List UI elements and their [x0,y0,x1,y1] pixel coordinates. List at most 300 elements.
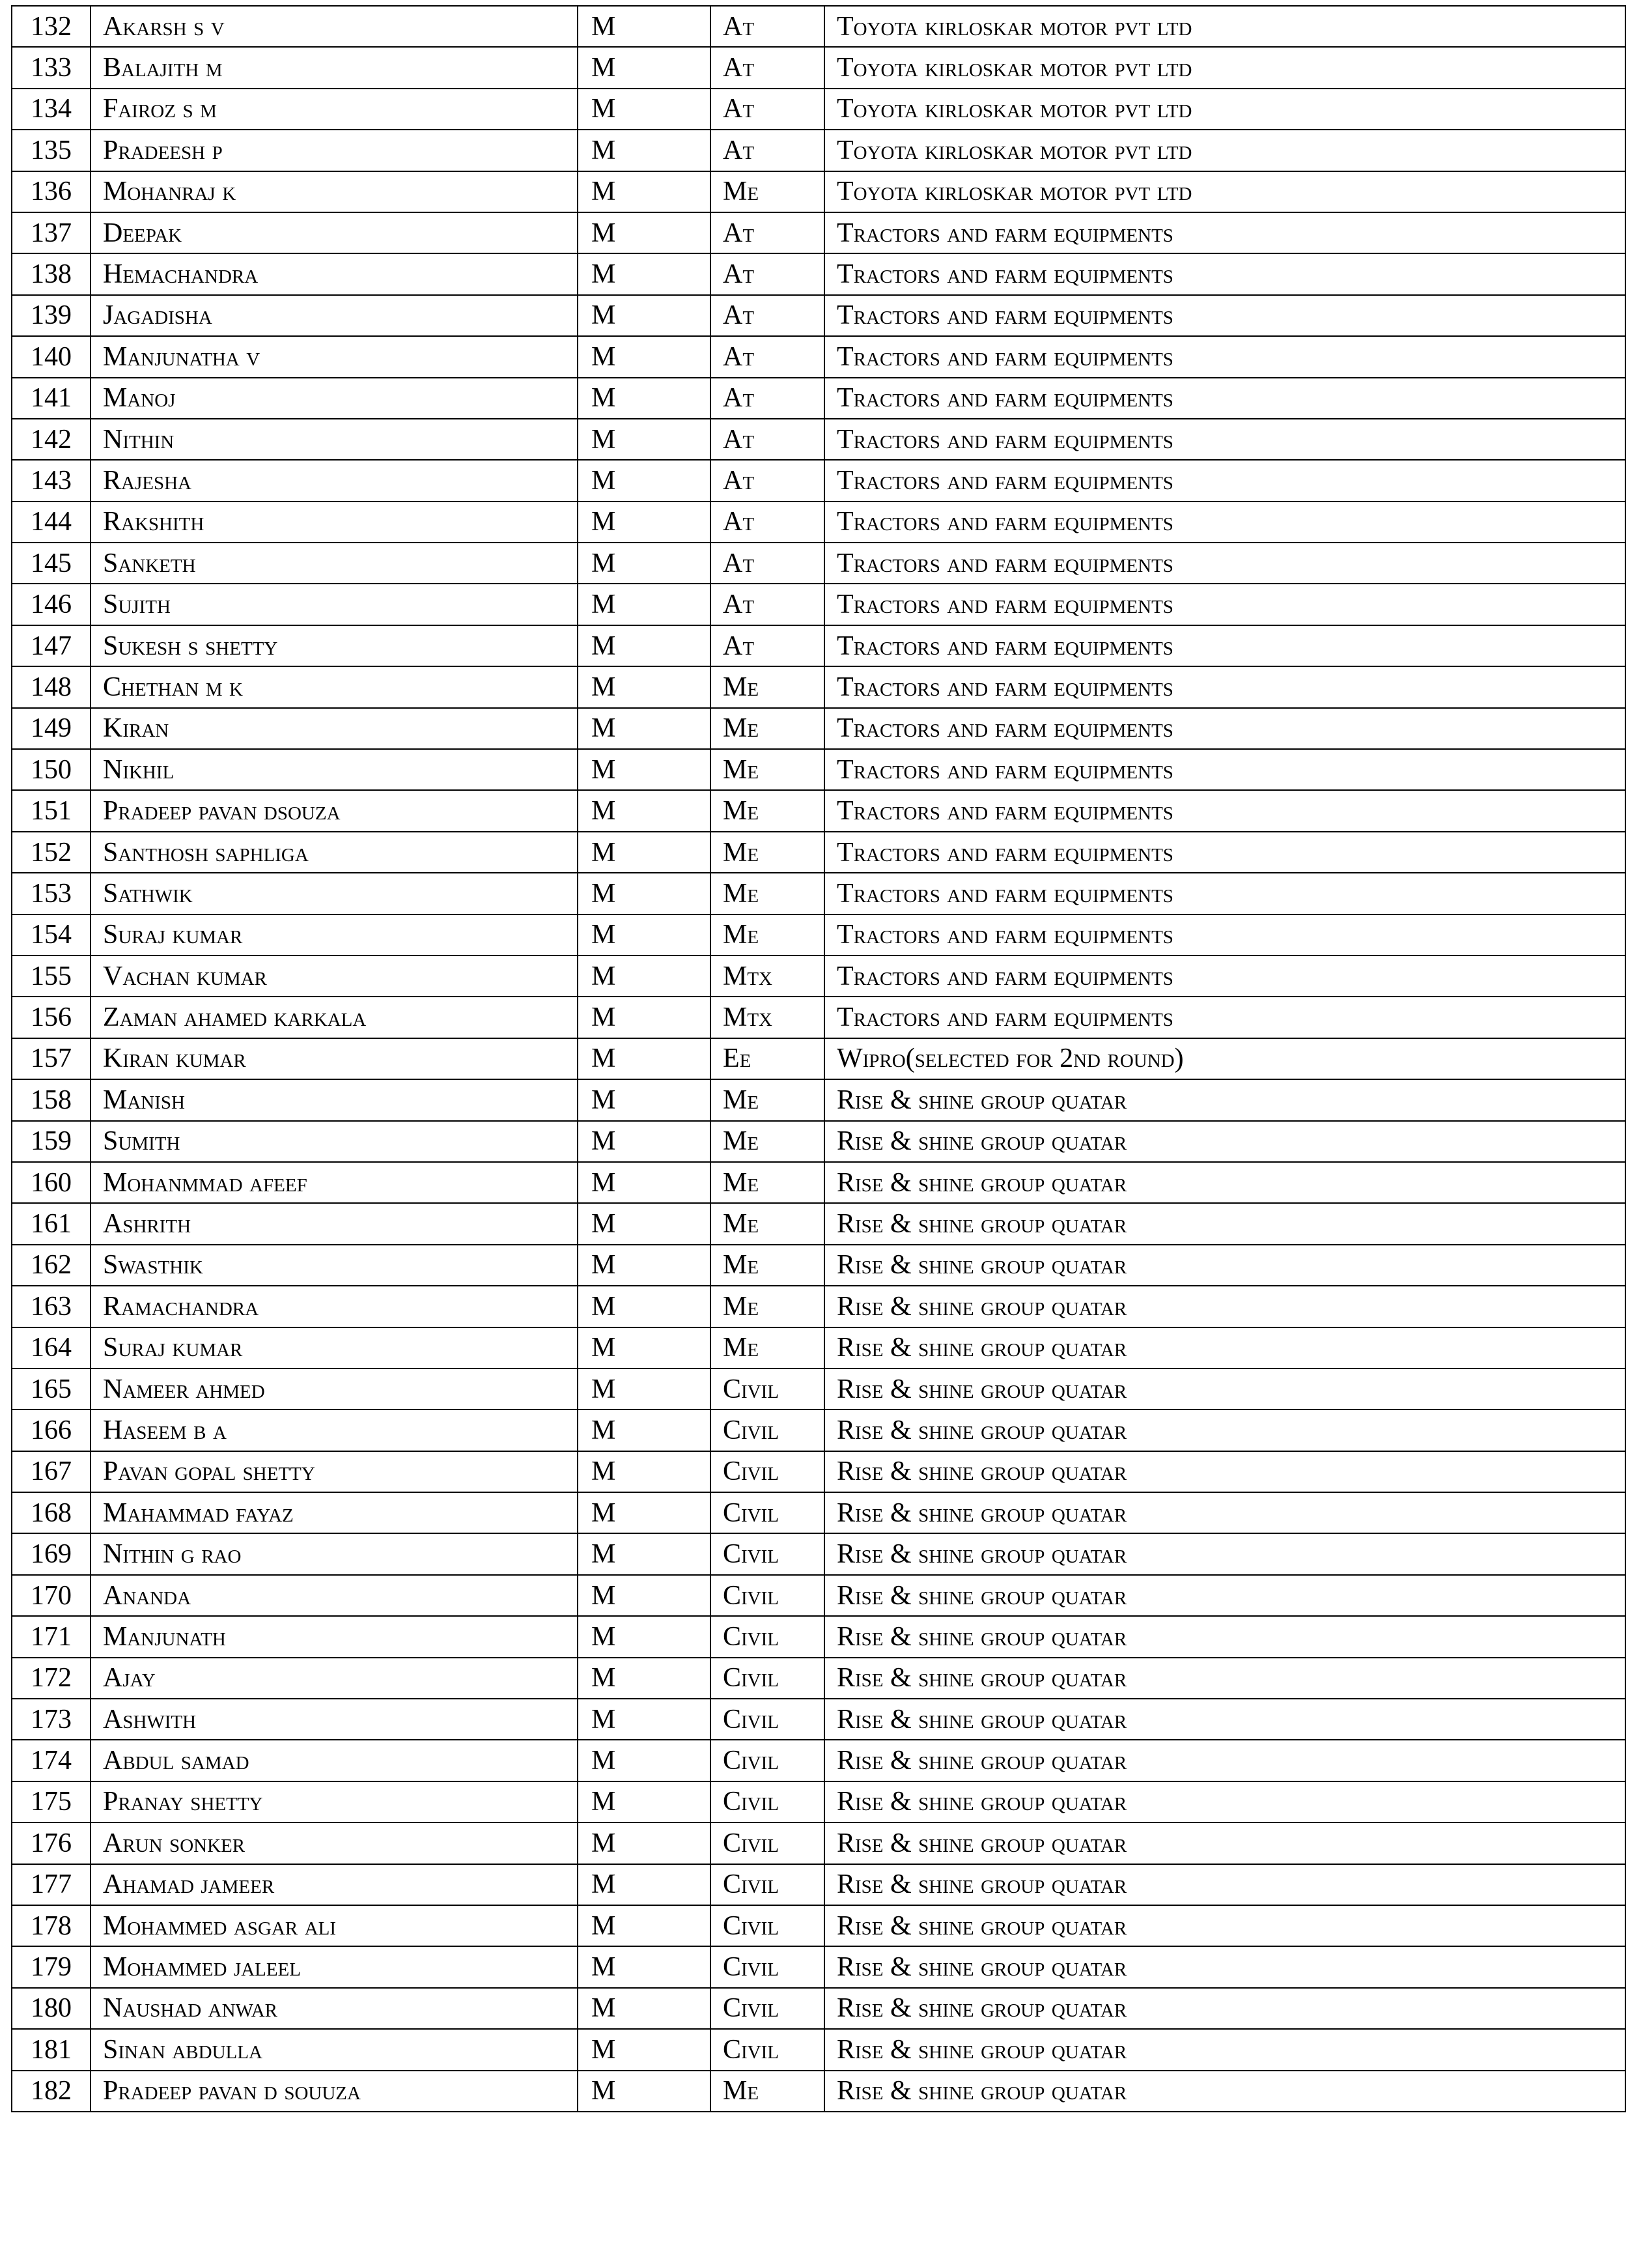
table-row [12,956,1625,997]
serial-number-cell: 159 [12,1121,91,1162]
student-name-cell: Kiran kumar [91,1038,578,1079]
gender-cell: M [578,253,710,294]
table-row [12,212,1625,253]
gender-cell: M [578,419,710,460]
student-name-cell: Manjunatha v [91,336,578,377]
branch-cell: Me [710,1286,824,1327]
serial-number-cell: 154 [12,914,91,956]
gender-cell: M [578,914,710,956]
company-cell: Tractors and farm equipments [824,295,1625,336]
serial-number-cell: 145 [12,543,91,584]
company-cell: Toyota kirloskar motor pvt ltd [824,47,1625,88]
table-row [12,171,1625,212]
branch-cell: At [710,378,824,419]
serial-number-cell: 146 [12,584,91,625]
serial-number-cell: 142 [12,419,91,460]
table-row [12,1327,1625,1368]
company-cell: Toyota kirloskar motor pvt ltd [824,6,1625,47]
gender-cell: M [578,6,710,47]
student-name-cell: Nithin [91,419,578,460]
company-cell: Rise & shine group quatar [824,1658,1625,1699]
branch-cell: At [710,543,824,584]
branch-cell: Civil [710,1988,824,2029]
student-name-cell: Vachan kumar [91,956,578,997]
gender-cell: M [578,1575,710,1616]
company-cell: Tractors and farm equipments [824,873,1625,914]
company-cell: Wipro(selected for 2nd round) [824,1038,1625,1079]
serial-number-cell: 155 [12,956,91,997]
table-row [12,1203,1625,1244]
table-row [12,1740,1625,1781]
gender-cell: M [578,1079,710,1120]
table-row [12,419,1625,460]
gender-cell: M [578,1451,710,1492]
student-name-cell: Suraj kumar [91,914,578,956]
gender-cell: M [578,956,710,997]
company-cell: Toyota kirloskar motor pvt ltd [824,171,1625,212]
branch-cell: Civil [710,1533,824,1574]
gender-cell: M [578,336,710,377]
gender-cell: M [578,997,710,1038]
student-name-cell: Arun sonker [91,1822,578,1864]
serial-number-cell: 136 [12,171,91,212]
company-cell: Tractors and farm equipments [824,253,1625,294]
branch-cell: At [710,6,824,47]
gender-cell: M [578,1533,710,1574]
branch-cell: Me [710,1203,824,1244]
branch-cell: At [710,295,824,336]
serial-number-cell: 153 [12,873,91,914]
company-cell: Rise & shine group quatar [824,1451,1625,1492]
table-row [12,1038,1625,1079]
table-row [12,1905,1625,1946]
student-name-cell: Pavan gopal shetty [91,1451,578,1492]
branch-cell: Civil [710,1864,824,1905]
table-row [12,6,1625,47]
company-cell: Tractors and farm equipments [824,378,1625,419]
company-cell: Tractors and farm equipments [824,666,1625,707]
branch-cell: Civil [710,1905,824,1946]
branch-cell: At [710,625,824,666]
student-name-cell: Sanketh [91,543,578,584]
branch-cell: Civil [710,1740,824,1781]
serial-number-cell: 164 [12,1327,91,1368]
serial-number-cell: 166 [12,1410,91,1451]
table-row [12,1121,1625,1162]
table-row [12,749,1625,790]
gender-cell: M [578,212,710,253]
serial-number-cell: 139 [12,295,91,336]
serial-number-cell: 175 [12,1781,91,1822]
gender-cell: M [578,1121,710,1162]
student-name-cell: Pranay shetty [91,1781,578,1822]
serial-number-cell: 147 [12,625,91,666]
company-cell: Tractors and farm equipments [824,543,1625,584]
branch-cell: Civil [710,1946,824,1987]
serial-number-cell: 137 [12,212,91,253]
gender-cell: M [578,1327,710,1368]
table-row [12,1492,1625,1533]
student-name-cell: Ananda [91,1575,578,1616]
serial-number-cell: 179 [12,1946,91,1987]
table-row [12,1533,1625,1574]
gender-cell: M [578,1286,710,1327]
company-cell: Rise & shine group quatar [824,1286,1625,1327]
company-cell: Tractors and farm equipments [824,584,1625,625]
student-name-cell: Sukesh s shetty [91,625,578,666]
table-row [12,1451,1625,1492]
table-row [12,2071,1625,2112]
company-cell: Rise & shine group quatar [824,1533,1625,1574]
company-cell: Tractors and farm equipments [824,212,1625,253]
company-cell: Rise & shine group quatar [824,1781,1625,1822]
gender-cell: M [578,584,710,625]
serial-number-cell: 135 [12,130,91,171]
serial-number-cell: 168 [12,1492,91,1533]
serial-number-cell: 169 [12,1533,91,1574]
gender-cell: M [578,1946,710,1987]
branch-cell: Me [710,832,824,873]
table-row [12,47,1625,88]
branch-cell: Civil [710,1492,824,1533]
serial-number-cell: 178 [12,1905,91,1946]
branch-cell: Civil [710,1822,824,1864]
branch-cell: Civil [710,1699,824,1740]
serial-number-cell: 157 [12,1038,91,1079]
serial-number-cell: 138 [12,253,91,294]
table-row [12,130,1625,171]
student-name-cell: Naushad anwar [91,1988,578,2029]
student-name-cell: Ashrith [91,1203,578,1244]
table-row [12,1079,1625,1120]
student-name-cell: Manish [91,1079,578,1120]
table-row [12,666,1625,707]
gender-cell: M [578,1822,710,1864]
student-name-cell: Nikhil [91,749,578,790]
branch-cell: Civil [710,2029,824,2070]
branch-cell: Me [710,914,824,956]
table-row [12,1822,1625,1864]
serial-number-cell: 167 [12,1451,91,1492]
company-cell: Rise & shine group quatar [824,1162,1625,1203]
student-name-cell: Ahamad jameer [91,1864,578,1905]
student-name-cell: Haseem b a [91,1410,578,1451]
student-name-cell: Mahammad fayaz [91,1492,578,1533]
student-name-cell: Manjunath [91,1616,578,1657]
company-cell: Toyota kirloskar motor pvt ltd [824,130,1625,171]
company-cell: Rise & shine group quatar [824,1410,1625,1451]
student-name-cell: Chethan m k [91,666,578,707]
gender-cell: M [578,502,710,543]
student-name-cell: Akarsh s v [91,6,578,47]
branch-cell: Me [710,1162,824,1203]
gender-cell: M [578,543,710,584]
company-cell: Tractors and farm equipments [824,997,1625,1038]
company-cell: Rise & shine group quatar [824,1905,1625,1946]
company-cell: Rise & shine group quatar [824,1368,1625,1410]
student-name-cell: Rakshith [91,502,578,543]
serial-number-cell: 148 [12,666,91,707]
gender-cell: M [578,1781,710,1822]
branch-cell: Civil [710,1451,824,1492]
gender-cell: M [578,130,710,171]
gender-cell: M [578,2029,710,2070]
branch-cell: Civil [710,1575,824,1616]
serial-number-cell: 182 [12,2071,91,2112]
company-cell: Rise & shine group quatar [824,1616,1625,1657]
company-cell: Rise & shine group quatar [824,1245,1625,1286]
table-row [12,89,1625,130]
branch-cell: Me [710,1327,824,1368]
serial-number-cell: 150 [12,749,91,790]
gender-cell: M [578,790,710,831]
company-cell: Rise & shine group quatar [824,1740,1625,1781]
table-row [12,1575,1625,1616]
company-cell: Rise & shine group quatar [824,1327,1625,1368]
company-cell: Rise & shine group quatar [824,2071,1625,2112]
branch-cell: Me [710,2071,824,2112]
student-name-cell: Ramachandra [91,1286,578,1327]
serial-number-cell: 180 [12,1988,91,2029]
student-name-cell: Mohanmmad afeef [91,1162,578,1203]
company-cell: Tractors and farm equipments [824,914,1625,956]
student-name-cell: Pradeep pavan d souuza [91,2071,578,2112]
branch-cell: At [710,460,824,501]
branch-cell: Me [710,708,824,749]
branch-cell: Me [710,1079,824,1120]
gender-cell: M [578,1616,710,1657]
gender-cell: M [578,1492,710,1533]
branch-cell: Ee [710,1038,824,1079]
gender-cell: M [578,1162,710,1203]
student-name-cell: Sujith [91,584,578,625]
serial-number-cell: 144 [12,502,91,543]
serial-number-cell: 161 [12,1203,91,1244]
serial-number-cell: 143 [12,460,91,501]
gender-cell: M [578,1864,710,1905]
serial-number-cell: 171 [12,1616,91,1657]
branch-cell: At [710,336,824,377]
serial-number-cell: 132 [12,6,91,47]
gender-cell: M [578,1905,710,1946]
branch-cell: At [710,502,824,543]
gender-cell: M [578,1740,710,1781]
branch-cell: Civil [710,1368,824,1410]
gender-cell: M [578,1203,710,1244]
serial-number-cell: 165 [12,1368,91,1410]
student-name-cell: Manoj [91,378,578,419]
table-row [12,502,1625,543]
student-name-cell: Suraj kumar [91,1327,578,1368]
table-row [12,1245,1625,1286]
gender-cell: M [578,1368,710,1410]
table-row [12,873,1625,914]
gender-cell: M [578,47,710,88]
serial-number-cell: 160 [12,1162,91,1203]
branch-cell: Civil [710,1616,824,1657]
table-row [12,378,1625,419]
serial-number-cell: 162 [12,1245,91,1286]
student-name-cell: Sinan abdulla [91,2029,578,2070]
branch-cell: At [710,89,824,130]
serial-number-cell: 176 [12,1822,91,1864]
gender-cell: M [578,873,710,914]
serial-number-cell: 181 [12,2029,91,2070]
student-name-cell: Abdul samad [91,1740,578,1781]
branch-cell: Me [710,873,824,914]
student-name-cell: Nithin g rao [91,1533,578,1574]
gender-cell: M [578,749,710,790]
student-name-cell: Mohammed asgar ali [91,1905,578,1946]
company-cell: Rise & shine group quatar [824,1988,1625,2029]
table-row [12,336,1625,377]
table-row [12,790,1625,831]
student-name-cell: Mohanraj k [91,171,578,212]
placement-table [11,5,1626,2112]
student-name-cell: Sumith [91,1121,578,1162]
company-cell: Rise & shine group quatar [824,1864,1625,1905]
gender-cell: M [578,1988,710,2029]
serial-number-cell: 140 [12,336,91,377]
company-cell: Rise & shine group quatar [824,1079,1625,1120]
serial-number-cell: 149 [12,708,91,749]
serial-number-cell: 170 [12,1575,91,1616]
student-name-cell: Sathwik [91,873,578,914]
student-name-cell: Balajith m [91,47,578,88]
company-cell: Tractors and farm equipments [824,956,1625,997]
table-row [12,295,1625,336]
table-row [12,2029,1625,2070]
student-name-cell: Swasthik [91,1245,578,1286]
table-row [12,584,1625,625]
company-cell: Tractors and farm equipments [824,832,1625,873]
gender-cell: M [578,1038,710,1079]
student-name-cell: Pradeesh p [91,130,578,171]
gender-cell: M [578,708,710,749]
serial-number-cell: 174 [12,1740,91,1781]
gender-cell: M [578,1410,710,1451]
table-row [12,543,1625,584]
gender-cell: M [578,460,710,501]
serial-number-cell: 173 [12,1699,91,1740]
company-cell: Tractors and farm equipments [824,790,1625,831]
gender-cell: M [578,1699,710,1740]
branch-cell: At [710,584,824,625]
gender-cell: M [578,295,710,336]
serial-number-cell: 177 [12,1864,91,1905]
branch-cell: At [710,130,824,171]
branch-cell: Civil [710,1658,824,1699]
student-name-cell: Fairoz s m [91,89,578,130]
company-cell: Rise & shine group quatar [824,1822,1625,1864]
student-name-cell: Rajesha [91,460,578,501]
company-cell: Tractors and farm equipments [824,460,1625,501]
student-name-cell: Kiran [91,708,578,749]
branch-cell: Me [710,1245,824,1286]
gender-cell: M [578,1658,710,1699]
gender-cell: M [578,89,710,130]
serial-number-cell: 163 [12,1286,91,1327]
table-row [12,253,1625,294]
branch-cell: At [710,253,824,294]
table-row [12,1368,1625,1410]
branch-cell: Me [710,749,824,790]
table-row [12,832,1625,873]
table-row [12,460,1625,501]
table-row [12,1410,1625,1451]
serial-number-cell: 141 [12,378,91,419]
table-body [12,6,1625,2112]
student-name-cell: Santhosh saphliga [91,832,578,873]
company-cell: Tractors and farm equipments [824,625,1625,666]
company-cell: Toyota kirloskar motor pvt ltd [824,89,1625,130]
company-cell: Rise & shine group quatar [824,1203,1625,1244]
student-name-cell: Ashwith [91,1699,578,1740]
company-cell: Tractors and farm equipments [824,749,1625,790]
company-cell: Tractors and farm equipments [824,336,1625,377]
gender-cell: M [578,832,710,873]
serial-number-cell: 152 [12,832,91,873]
gender-cell: M [578,1245,710,1286]
company-cell: Rise & shine group quatar [824,1575,1625,1616]
table-row [12,1286,1625,1327]
company-cell: Rise & shine group quatar [824,2029,1625,2070]
company-cell: Tractors and farm equipments [824,419,1625,460]
company-cell: Rise & shine group quatar [824,1121,1625,1162]
company-cell: Rise & shine group quatar [824,1946,1625,1987]
serial-number-cell: 156 [12,997,91,1038]
company-cell: Rise & shine group quatar [824,1492,1625,1533]
company-cell: Tractors and farm equipments [824,502,1625,543]
gender-cell: M [578,625,710,666]
student-name-cell: Nameer ahmed [91,1368,578,1410]
branch-cell: Me [710,1121,824,1162]
branch-cell: Civil [710,1781,824,1822]
table-row [12,708,1625,749]
branch-cell: Me [710,790,824,831]
table-row [12,1864,1625,1905]
table-row [12,1162,1625,1203]
gender-cell: M [578,171,710,212]
branch-cell: At [710,47,824,88]
branch-cell: At [710,212,824,253]
company-cell: Rise & shine group quatar [824,1699,1625,1740]
branch-cell: Me [710,666,824,707]
student-name-cell: Ajay [91,1658,578,1699]
serial-number-cell: 158 [12,1079,91,1120]
student-name-cell: Hemachandra [91,253,578,294]
company-cell: Tractors and farm equipments [824,708,1625,749]
student-name-cell: Zaman ahamed karkala [91,997,578,1038]
table-row [12,1988,1625,2029]
branch-cell: Me [710,171,824,212]
student-name-cell: Mohammed jaleel [91,1946,578,1987]
table-row [12,1699,1625,1740]
student-name-cell: Pradeep pavan dsouza [91,790,578,831]
serial-number-cell: 134 [12,89,91,130]
student-name-cell: Deepak [91,212,578,253]
serial-number-cell: 133 [12,47,91,88]
branch-cell: At [710,419,824,460]
table-row [12,914,1625,956]
serial-number-cell: 151 [12,790,91,831]
table-row [12,1616,1625,1657]
branch-cell: Civil [710,1410,824,1451]
gender-cell: M [578,2071,710,2112]
table-row [12,625,1625,666]
student-name-cell: Jagadisha [91,295,578,336]
branch-cell: Mtx [710,956,824,997]
